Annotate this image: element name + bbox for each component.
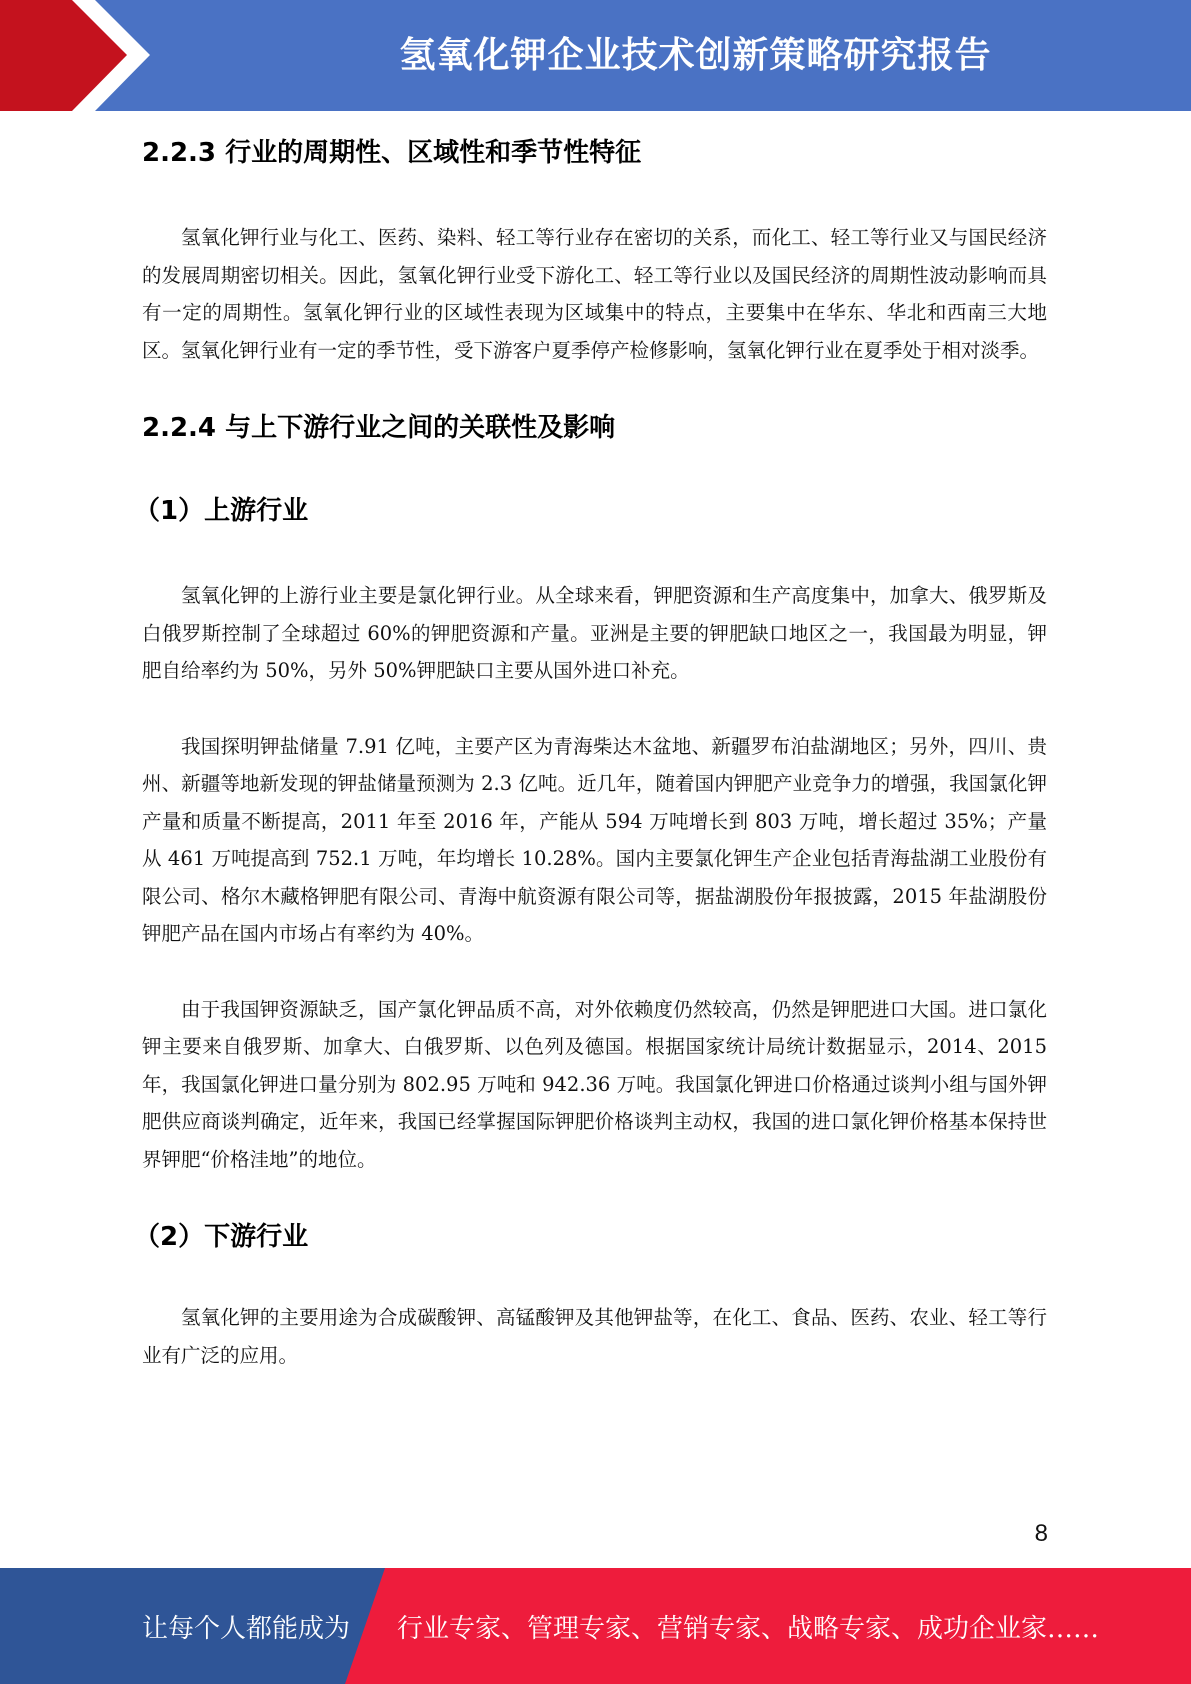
paragraph-upstream-3: 由于我国钾资源缺乏，国产氯化钾品质不高，对外依赖度仍然较高，仍然是钾肥进口大国。进口氯化钾主要来自俄罗斯、加拿大、白俄罗斯、以色列及德国。根据国家统计局统计数据显示，2014、2015 年，我国氯化钾进口量分别为 802.95 万吨和 942.36 万吨。我国氯化钾进口价格通过谈判小组与国外钾肥供应商谈判确定，近年来，我国已经掌握国际钾肥价格谈判主动权，我国的进口氯化钾价格基本保持世界钾肥“价格洼地”的地位。 bbox=[142, 997, 1047, 1171]
footer-slogan-right: 行业专家、管理专家、营销专家、战略专家、成功企业家…… bbox=[397, 1613, 1100, 1644]
page-header bbox=[0, 0, 1191, 111]
paragraph-cyclicality: 氢氧化钾行业与化工、医药、染料、轻工等行业存在密切的关系，而化工、轻工等行业又与国民经济的发展周期密切相关。因此，氢氧化钾行业受下游化工、轻工等行业以及国民经济的周期性波动影响而具有一定的周期性。氢氧化钾行业的区域性表现为区域集中的特点，主要集中在华东、华北和西南三大地区。氢氧化钾行业有一定的季节性，受下游客户夏季停产检修影响，氢氧化钾行业在夏季处于相对淡季。 bbox=[142, 226, 1047, 362]
subheading-upstream: （1）上游行业 bbox=[134, 496, 309, 526]
paragraph-upstream-2: 我国探明钾盐储量 7.91 亿吨，主要产区为青海柴达木盆地、新疆罗布泊盐湖地区；另外，四川、贵州、新疆等地新发现的钾盐储量预测为 2.3 亿吨。近几年，随着国内钾肥产业竞争力的增强，我国氯化钾产量和质量不断提高，2011 年至 2016 年，产能从 594 万吨增长到 803 万吨，增长超过 35%；产量从 461 万吨提高到 752.1 万吨，年均增长 10.28%。国内主要氯化钾生产企业包括青海盐湖工业股份有限公司、格尔木藏格钾肥有限公司、青海中航资源有限公司等，据盐湖股份年报披露，2015 年盐湖股份钾肥产品在国内市场占有率约为 40%。 bbox=[142, 734, 1047, 945]
main-content bbox=[134, 128, 1047, 1374]
subheading-downstream: （2）下游行业 bbox=[134, 1222, 309, 1252]
paragraph-downstream-1: 氢氧化钾的主要用途为合成碳酸钾、高锰酸钾及其他钾盐等，在化工、食品、医药、农业、轻工等行业有广泛的应用。 bbox=[142, 1306, 1047, 1367]
section-heading-2-2-4: 2.2.4 与上下游行业之间的关联性及影响 bbox=[142, 413, 616, 443]
page-footer bbox=[0, 1568, 1191, 1684]
footer-slogan-left: 让每个人都能成为 bbox=[142, 1613, 351, 1644]
report-title: 氢氧化钾企业技术创新策略研究报告 bbox=[399, 35, 992, 76]
page-number: 8 bbox=[1034, 1520, 1048, 1547]
paragraph-upstream-1: 氢氧化钾的上游行业主要是氯化钾行业。从全球来看，钾肥资源和生产高度集中，加拿大、俄罗斯及白俄罗斯控制了全球超过 60%的钾肥资源和产量。亚洲是主要的钾肥缺口地区之一，我国最为明显，钾肥自给率约为 50%，另外 50%钾肥缺口主要从国外进口补充。 bbox=[142, 584, 1047, 682]
section-heading-2-2-3: 2.2.3 行业的周期性、区域性和季节性特征 bbox=[142, 138, 642, 168]
